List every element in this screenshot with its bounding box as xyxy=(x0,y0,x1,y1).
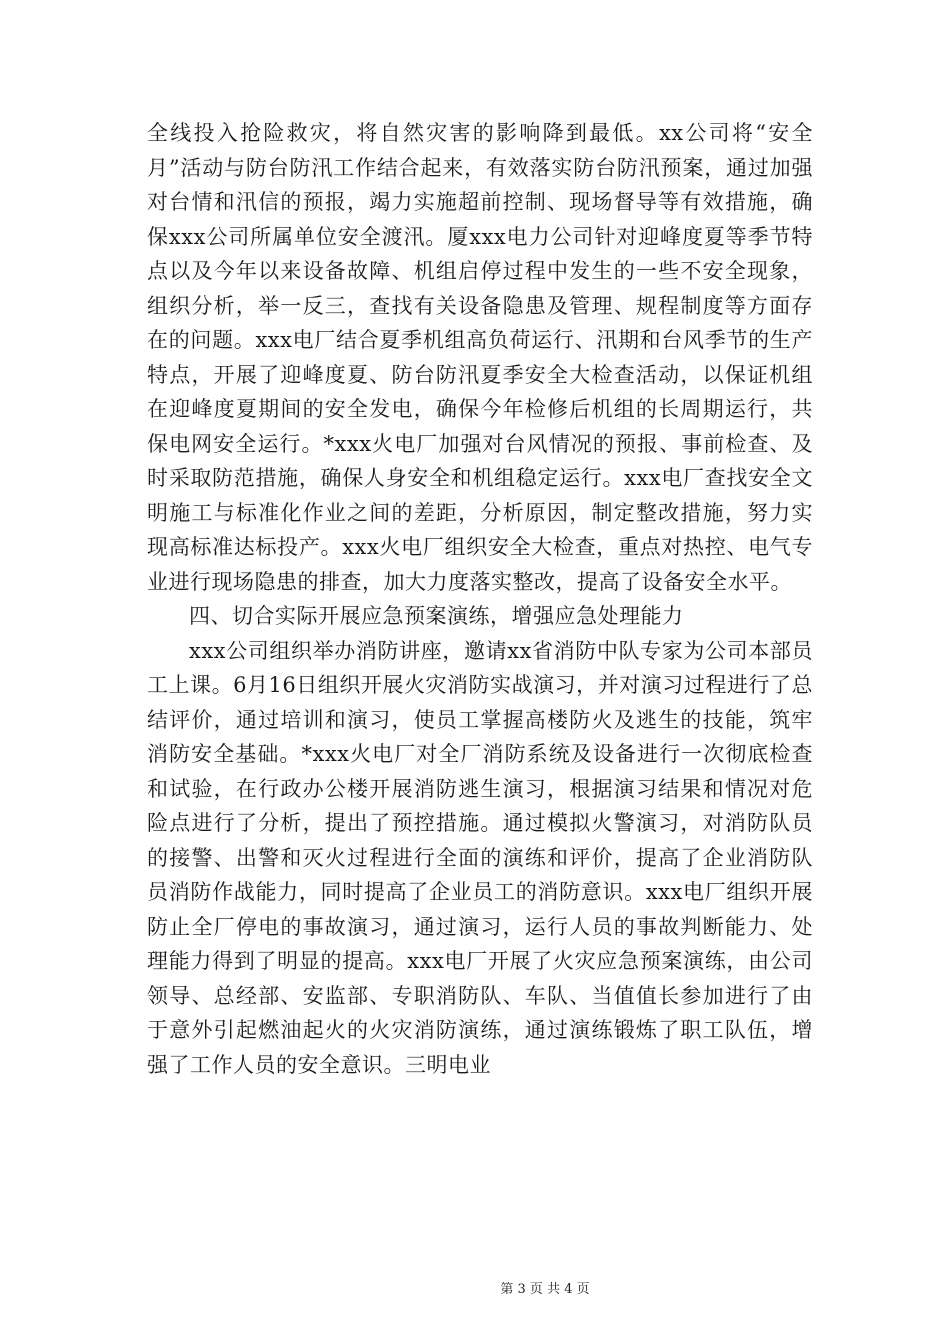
section-heading-emergency-drill: 四、切合实际开展应急预案演练，增强应急处理能力 xyxy=(189,604,684,628)
paragraph-fire-drill: xxx公司组织举办消防讲座，邀请xx省消防中队专家为公司本部员工上课。6月16日组织开展火灾消防实战演习，并对演习过程进行了总结评价，通过培训和演习，使员工掌握高楼防火及逃生的技能，筑牢消防安全基础。*xxx火电厂对全厂消防系统及设备进行一次彻底检查和试验，在行政办公楼开展消防逃生演习，根据演习结果和情况对危险点进行了分析，提出了预控措施。通过模拟火警演习，对消防队员的接警、出警和灭火过程进行全面的演练和评价，提高了企业消防队员消防作战能力，同时提高了企业员工的消防意识。xxx电厂组织开展防止全厂停电的事故演习，通过演习，运行人员的事故判断能力、处理能力得到了明显的提高。xxx电厂开展了火灾应急预案演练，由公司领导、总经部、安监部、专职消防队、车队、当值值长参加进行了由于意外引起燃油起火的火灾消防演练，通过演练锻炼了职工队伍，增强了工作人员的安全意识。三明电业 xyxy=(147,638,813,1077)
paragraph-safety-month: 全线投入抢险救灾，将自然灾害的影响降到最低。xx公司将“安全月”活动与防台防汛工作结合起来，有效落实防台防汛预案，通过加强对台情和汛信的预报，竭力实施超前控制、现场督导等有效措施，确保xxx公司所属单位安全渡汛。厦xxx电力公司针对迎峰度夏等季节特点以及今年以来设备故障、机组启停过程中发生的一些不安全现象，组织分析，举一反三，查找有关设备隐患及管理、规程制度等方面存在的问题。xxx电厂结合夏季机组高负荷运行、汛期和台风季节的生产特点，开展了迎峰度夏、防台防汛夏季安全大检查活动，以保证机组在迎峰度夏期间的安全发电，确保今年检修后机组的长周期运行，共保电网安全运行。*xxx火电厂加强对台风情况的预报、事前检查、及时采取防范措施，确保人身安全和机组稳定运行。xxx电厂查找安全文明施工与标准化作业之间的差距，分析原因，制定整改措施，努力实现高标准达标投产。xxx火电厂组织安全大检查，重点对热控、电气专业进行现场隐患的排查，加大力度落实整改，提高了设备安全水平。 xyxy=(147,121,813,594)
page-number: 第 3 页 共 4 页 xyxy=(500,1282,590,1297)
page-footer xyxy=(0,1278,950,1297)
document-body xyxy=(147,116,813,1082)
